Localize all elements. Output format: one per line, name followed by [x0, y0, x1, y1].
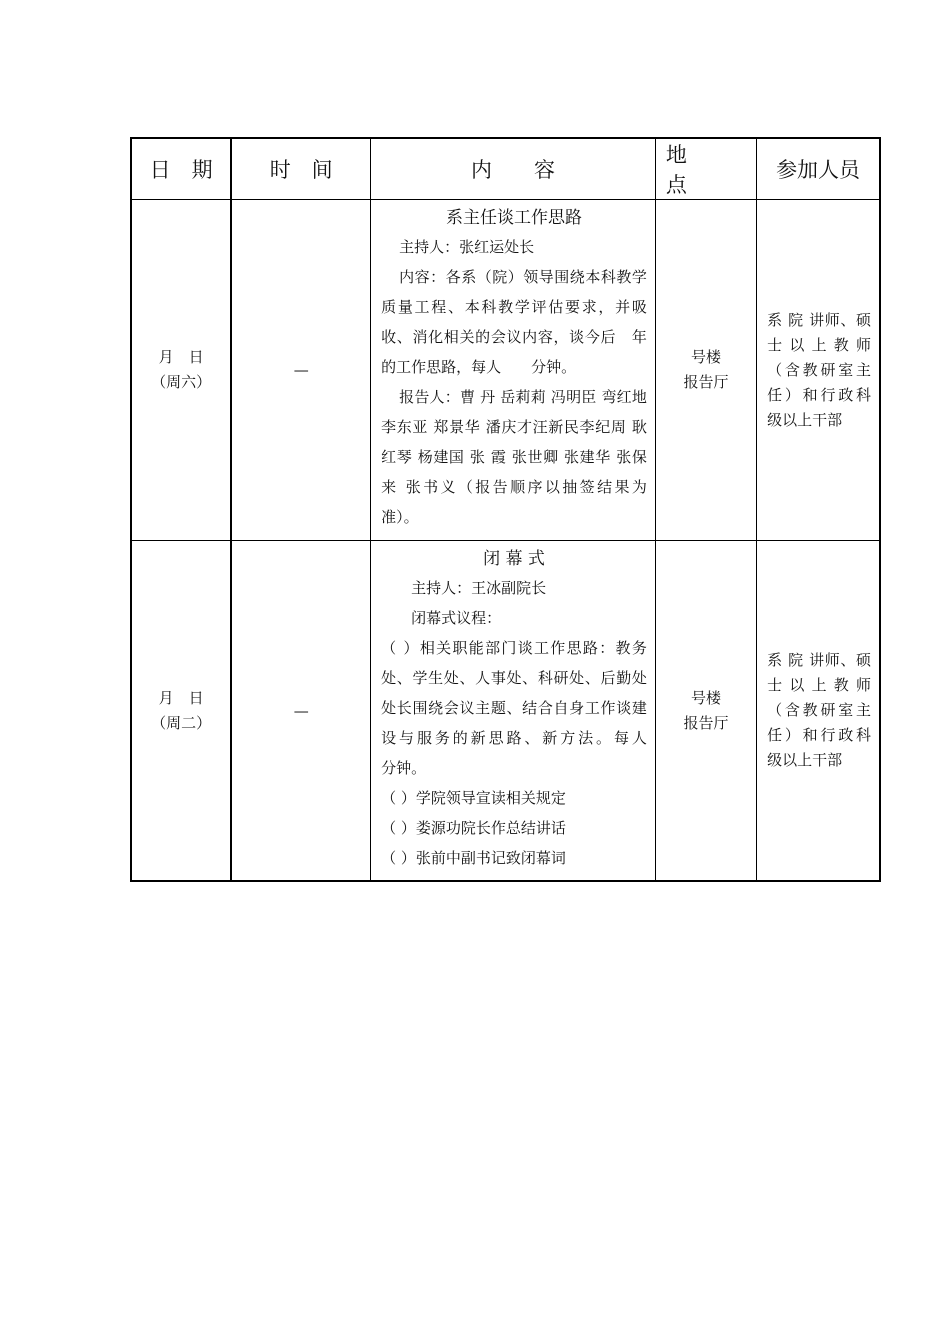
session-title: 闭 幕 式 — [483, 549, 545, 569]
date-cell — [131, 200, 231, 541]
hall-text: 报告厅 — [683, 373, 729, 391]
time-cell: — — [231, 200, 370, 541]
agenda-item: （ ）娄源功院长作总结讲话 — [381, 819, 566, 837]
place-cell — [655, 200, 756, 541]
header-row — [131, 138, 880, 200]
speakers-line: 报告人：曹 丹 岳莉莉 冯明臣 弯红地 李东亚 郑景华 潘庆才汪新民李纪周 耿红琴 杨建国 张 霞 张世卿 张建华 张保来 张书义（报告顺序以抽签结果为准）。 — [381, 388, 647, 526]
agenda-item: （ ）相关职能部门谈工作思路：教务处、学生处、人事处、科研处、后勤处处长围绕会议主题、结合自身工作谈建设与服务的新思路、新方法。每人 分钟。 — [381, 639, 677, 777]
agenda-item: （ ）学院领导宣读相关规定 — [381, 789, 566, 807]
content-cell — [371, 541, 677, 882]
host-line: 主持人：王冰副院长 — [411, 579, 547, 597]
date-text: 月 日 — [158, 688, 204, 707]
date-cell — [131, 541, 231, 882]
agenda-item: （ ）张前中副书记致闭幕词 — [381, 849, 566, 867]
place-cell — [655, 541, 756, 882]
header-date: 日 期 — [131, 138, 231, 200]
header-content: 内 容 — [371, 138, 656, 200]
host-line: 主持人：张红运处长 — [399, 238, 535, 256]
building-text: 号楼 — [691, 348, 722, 366]
table-row — [131, 200, 880, 541]
header-time: 时 间 — [231, 138, 370, 200]
agenda-heading: 闭幕式议程： — [411, 609, 502, 627]
weekday-text: （周六） — [151, 373, 212, 391]
building-text: 号楼 — [691, 688, 722, 707]
content-line: 内容：各系（院）领导围绕本科教学质量工程、本科教学评估要求，并吸收、消化相关的会议内容，谈今后 年的工作思路，每人 分钟。 — [381, 268, 647, 376]
weekday-text: （周二） — [151, 713, 212, 732]
content-cell — [371, 200, 656, 541]
header-people: 参加人员 — [757, 138, 880, 200]
time-cell: — — [231, 541, 370, 882]
hall-text: 报告厅 — [683, 713, 729, 732]
header-place: 地 点 — [655, 138, 756, 200]
date-text: 月 日 — [158, 348, 204, 366]
attendees-cell: 系 院 讲师、硕士以上教师（含教研室主任）和行政科级以上干部 — [757, 541, 880, 882]
schedule-table — [130, 137, 881, 882]
table-row — [131, 541, 880, 882]
attendees-cell: 系 院 讲师、硕士以上教师（含教研室主任）和行政科级以上干部 — [757, 200, 880, 541]
session-title: 系主任谈工作思路 — [446, 208, 582, 228]
